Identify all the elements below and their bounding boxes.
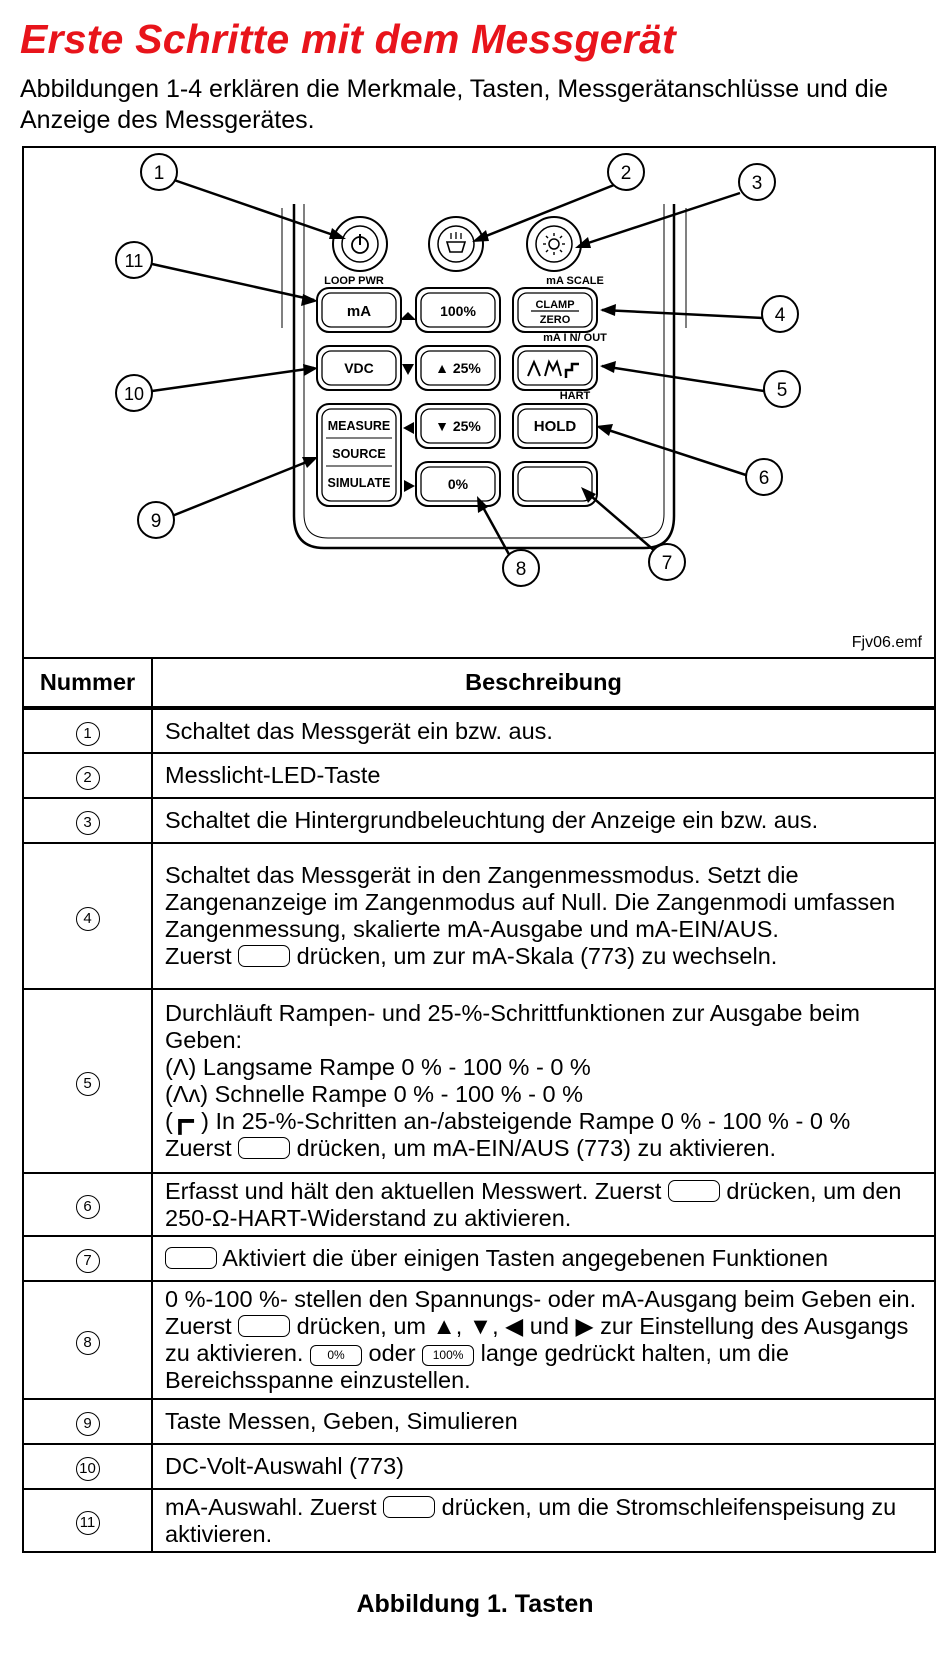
table-row — [23, 1236, 935, 1281]
callout-1 — [141, 154, 177, 190]
table-row — [23, 843, 935, 989]
table-row — [23, 1399, 935, 1444]
callout-7 — [649, 544, 685, 580]
table-row — [23, 1489, 935, 1552]
intro-paragraph: Abbildungen 1-4 erklären die Merkmale, Tasten, Messgerätanschlüsse und die Anzeige des Messgerätes. — [20, 75, 889, 134]
callout-3 — [739, 164, 775, 200]
svg-text:5: 5 — [776, 380, 788, 401]
svg-text:3: 3 — [751, 173, 763, 194]
row-number-badge: 5 — [76, 1072, 100, 1096]
svg-text:7: 7 — [661, 553, 673, 574]
table-row — [23, 1444, 935, 1489]
vdc-key[interactable] — [317, 346, 401, 390]
callout-9 — [138, 502, 174, 538]
shift-key-icon — [165, 1247, 217, 1269]
arrow-right-icon — [404, 480, 415, 492]
row-number-badge: 1 — [76, 722, 100, 746]
figure-reference: Fjv06.emf — [851, 634, 922, 651]
row-text-mid: drücken, um ▲, ▼, ◀ und ▶ zur Einstellung des Ausgangs zu aktivieren. — [165, 1313, 909, 1366]
row-text-pre: Zuerst — [165, 943, 232, 969]
shift-key-icon — [668, 1180, 720, 1202]
shift-key[interactable] — [513, 462, 597, 506]
row-text-post: drücken, um zur mA-Skala (773) zu wechseln. — [296, 943, 778, 969]
row-description: Taste Messen, Geben, Simulieren — [152, 1399, 935, 1444]
svg-text:10: 10 — [123, 384, 145, 404]
power-key[interactable] — [333, 217, 387, 271]
source-label: SOURCE — [332, 447, 386, 461]
row-description — [152, 989, 935, 1173]
svg-text:8: 8 — [515, 559, 527, 580]
row-text: (Λ) Langsame Rampe 0 % - 100 % - 0 % — [165, 1054, 591, 1080]
row-description: DC-Volt-Auswahl (773) — [152, 1444, 935, 1489]
measure-label: MEASURE — [327, 419, 391, 433]
row-text-pre: 0 %-100 %- stellen den Spannungs- oder mA-Ausgang beim Geben ein. Zuerst — [165, 1286, 917, 1339]
table-row — [23, 1173, 935, 1236]
led-light-key[interactable] — [429, 217, 483, 271]
row-number-badge: 11 — [76, 1511, 100, 1535]
callout-6 — [746, 459, 782, 495]
svg-text:2: 2 — [620, 163, 632, 184]
shift-key-icon — [383, 1496, 435, 1518]
row-text: Schaltet das Messgerät in den Zangenmessmodus. Setzt die Zangenanzeige im Zangenmodus auf Null. Die Zangenmodi umfassen Zangenmessung, skalierte mA-Ausgabe und mA-EIN/AUS. — [165, 862, 896, 942]
ma-in-out-label: mA I N/ OUT — [543, 332, 607, 344]
key-100-percent[interactable] — [416, 288, 500, 332]
measure-source-simulate-key[interactable] — [317, 404, 401, 506]
clamp-zero-key[interactable] — [513, 288, 597, 332]
row-text: (┏╸) In 25-%-Schritten an-/absteigende Rampe 0 % - 100 % - 0 % — [165, 1108, 851, 1134]
row-number-badge: 9 — [76, 1412, 100, 1436]
row-text-pre: mA-Auswahl. Zuerst — [165, 1493, 377, 1520]
clamp-label: CLAMP — [535, 299, 575, 311]
row-description: Schaltet das Messgerät ein bzw. aus. — [152, 708, 935, 753]
row-text: Durchläuft Rampen- und 25-%-Schrittfunktionen zur Ausgabe beim Geben: — [165, 1000, 860, 1053]
row-description: Messlicht-LED-Taste — [152, 753, 935, 798]
callout-10 — [116, 375, 152, 411]
keypad-figure — [22, 146, 936, 658]
callout-11 — [116, 242, 152, 278]
row-text-pre: Zuerst — [165, 1135, 232, 1161]
row-number-badge: 10 — [76, 1457, 100, 1481]
key-down-25[interactable] — [416, 404, 500, 448]
row-number-badge: 6 — [76, 1195, 100, 1219]
key-100-label: 100% — [440, 303, 476, 319]
table-row — [23, 753, 935, 798]
row-text-post: drücken, um die Stromschleifenspeisung zu aktivieren. — [165, 1493, 897, 1547]
shift-key-icon — [238, 1315, 290, 1337]
figure-caption: Abbildung 1. Tasten — [356, 1590, 594, 1618]
row-description — [152, 1489, 935, 1552]
svg-text:4: 4 — [774, 305, 786, 326]
svg-text:9: 9 — [150, 511, 162, 532]
hart-label: HART — [559, 390, 591, 402]
row-description: Schaltet die Hintergrundbeleuchtung der Anzeige ein bzw. aus. — [152, 798, 935, 843]
row-text-or: oder — [368, 1340, 416, 1366]
table-row — [23, 1281, 935, 1399]
loop-pwr-label: LOOP PWR — [324, 275, 384, 287]
row-text-post: drücken, um den 250-Ω-HART-Widerstand zu aktivieren. — [165, 1177, 902, 1231]
row-number-badge: 8 — [76, 1331, 100, 1355]
ramp-key[interactable] — [513, 346, 597, 390]
callout-5 — [764, 371, 800, 407]
row-number-badge: 3 — [76, 811, 100, 835]
row-text-pre: Erfasst und hält den aktuellen Messwert. Zuerst — [165, 1177, 662, 1204]
backlight-key[interactable] — [527, 217, 581, 271]
row-number-badge: 7 — [76, 1249, 100, 1273]
table-row — [23, 798, 935, 843]
callout-2 — [608, 154, 644, 190]
up25-label: ▲ 25% — [435, 360, 481, 376]
row-number-badge: 4 — [76, 907, 100, 931]
arrow-up-icon — [400, 312, 416, 320]
column-header-number: Nummer — [23, 658, 152, 708]
table-header-row — [23, 658, 935, 708]
row-description — [152, 1173, 935, 1236]
key-0-icon: 0% — [310, 1345, 362, 1366]
ma-key[interactable] — [317, 288, 401, 332]
svg-text:6: 6 — [758, 468, 770, 489]
callout-8 — [503, 550, 539, 586]
column-header-description: Beschreibung — [152, 658, 935, 708]
row-text: (Ʌ​ʌ) Schnelle Rampe 0 % - 100 % - 0 % — [165, 1081, 583, 1107]
row-text-post: drücken, um mA-EIN/AUS (773) zu aktivieren. — [296, 1135, 776, 1161]
key-100-icon: 100% — [422, 1345, 474, 1366]
key-up-25[interactable] — [416, 346, 500, 390]
ma-scale-label: mA SCALE — [546, 275, 604, 287]
row-description — [152, 1236, 935, 1281]
key-0-label: 0% — [447, 476, 469, 492]
row-text-post: Aktiviert die über einigen Tasten angegebenen Funktionen — [222, 1245, 829, 1271]
table-row — [23, 708, 935, 753]
shift-key-icon — [238, 1137, 290, 1159]
zero-label: ZERO — [539, 314, 571, 326]
simulate-label: SIMULATE — [327, 476, 391, 490]
table-row — [23, 989, 935, 1173]
keypad-illustration — [24, 148, 938, 660]
row-number-badge: 2 — [76, 766, 100, 790]
key-0-percent[interactable] — [416, 462, 500, 506]
down25-label: ▼ 25% — [435, 418, 481, 434]
svg-text:1: 1 — [153, 163, 165, 184]
callout-4 — [762, 296, 798, 332]
ma-key-label: mA — [346, 303, 372, 320]
key-description-table — [22, 657, 936, 1553]
shift-key-icon — [238, 945, 290, 967]
row-description — [152, 843, 935, 989]
hold-key[interactable] — [513, 404, 597, 448]
page-title: Erste Schritte mit dem Messgerät — [20, 16, 676, 62]
arrow-left-icon — [403, 422, 414, 434]
hold-key-label: HOLD — [533, 418, 577, 435]
row-description — [152, 1281, 935, 1399]
svg-text:11: 11 — [124, 251, 144, 271]
vdc-key-label: VDC — [344, 360, 374, 376]
arrow-down-icon — [402, 364, 414, 375]
row-text-post: lange gedrückt halten, um die Bereichsspanne einzustellen. — [165, 1340, 789, 1393]
